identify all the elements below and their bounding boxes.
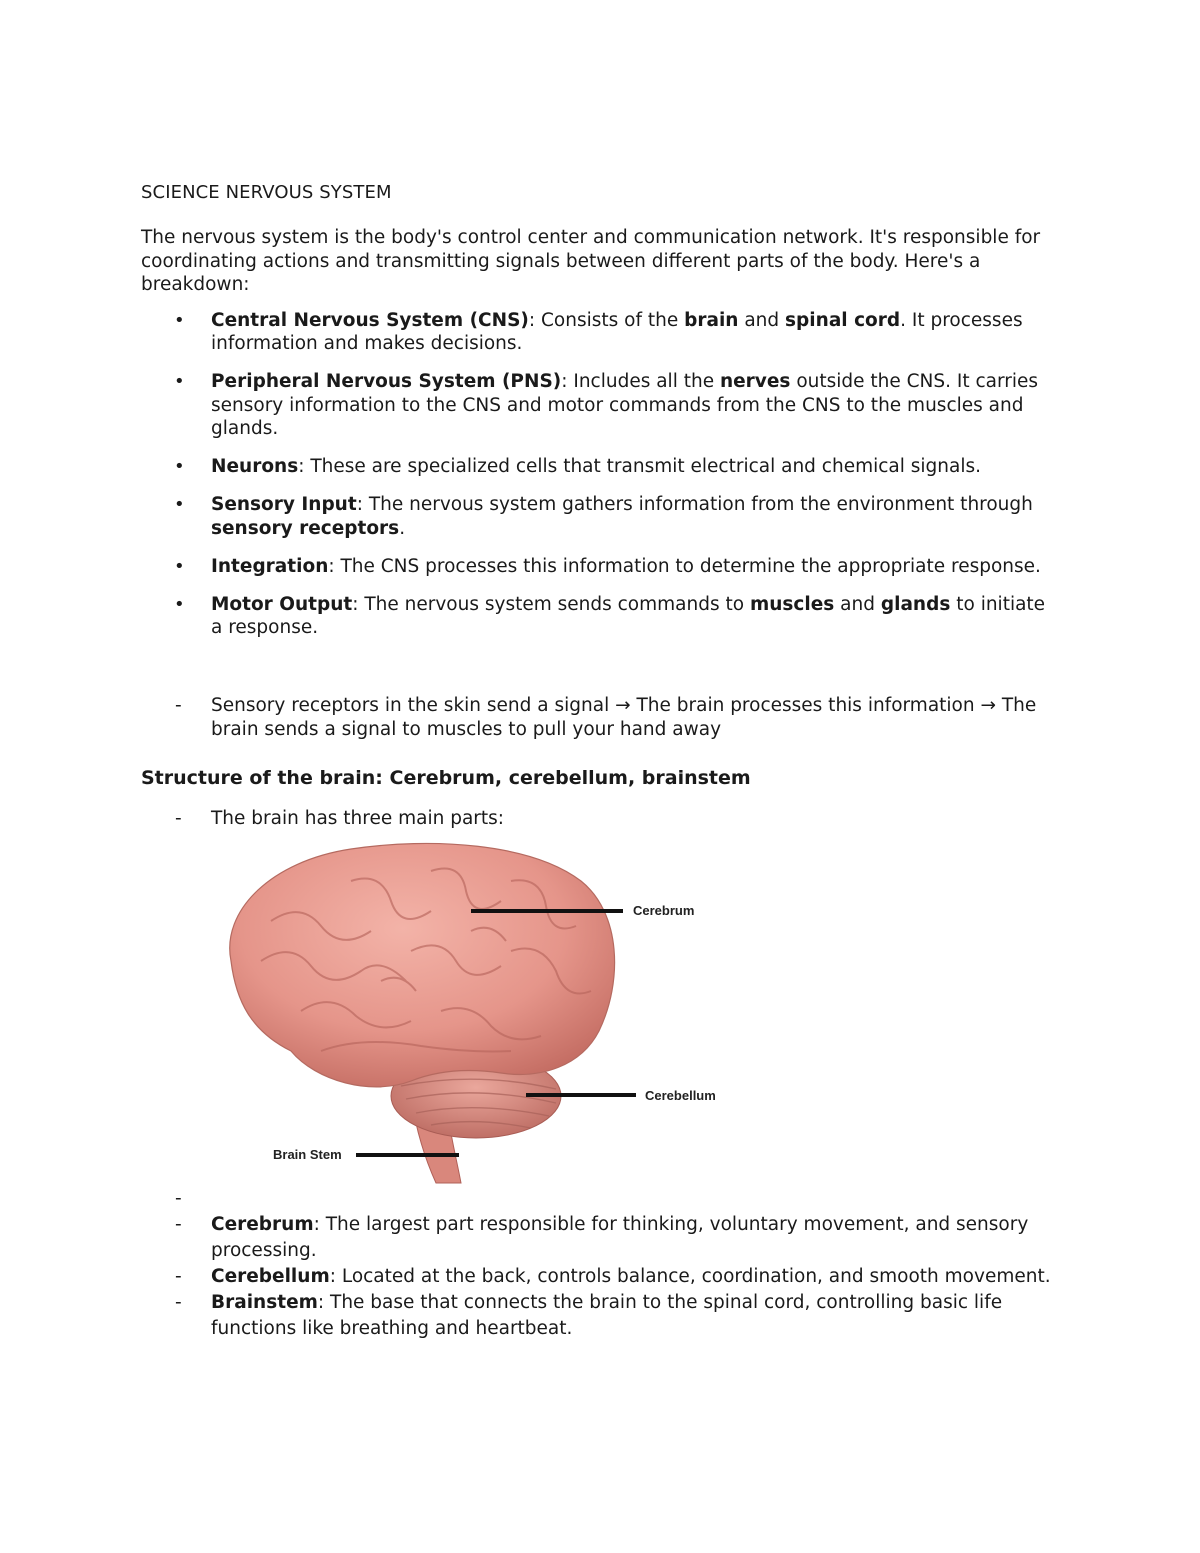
list-item [141,493,1061,540]
list-item [141,309,1061,356]
item-text: . [399,517,406,539]
bullet-icon: • [174,309,185,331]
term-brainstem: Brainstem [211,1291,318,1313]
bullet-icon: • [174,494,185,515]
cerebellum-label: Cerebellum [645,1087,716,1103]
term-cns: Central Nervous System (CNS) [211,309,529,331]
definition-text: : The largest part responsible for thinking, voluntary movement, and sensory processing. [211,1213,1029,1261]
cerebrum-shape [230,843,615,1086]
item-text: : The CNS processes this information to determine the appropriate response. [328,555,1041,577]
bullet-icon: • [174,555,185,577]
list-item [141,370,1061,441]
definition-cerebrum [141,1212,1061,1264]
term-motor-output: Motor Output [211,593,353,615]
brain-part-definitions [141,1186,1061,1342]
item-text: : The nervous system sends commands to [352,593,750,615]
list-item [141,455,1061,479]
bold-term: sensory receptors [211,517,400,539]
item-text: to initiate a response. [211,593,1046,638]
definition-brainstem [141,1290,1061,1342]
bullet-icon: • [174,371,185,392]
dash-marker: - [175,808,182,829]
item-text: : The nervous system gathers information from the environment through [356,494,1033,515]
bullet-icon: • [174,593,185,615]
bold-term: spinal cord [785,309,901,331]
dash-marker: - [175,1187,182,1209]
item-text: outside the CNS. It carries sensory information to the CNS and motor commands from the CNS to the muscles and glands. [211,371,1039,439]
brain-illustration [211,841,771,1186]
brain-diagram [211,841,771,1186]
list-item [141,593,1061,640]
item-text: and [738,309,786,331]
definition-cerebellum [141,1264,1061,1290]
bold-term: glands [880,593,951,615]
breakdown-list [141,309,1061,640]
item-text: : Includes all the [561,371,720,392]
dash-marker: - [175,1265,182,1287]
bold-term: brain [684,309,739,331]
item-text: . It processes information and makes decisions. [211,309,1023,354]
spacer [141,654,1061,694]
reflex-text: Sensory receptors in the skin send a signal → The brain processes this information → The brain sends a signal to muscles to pull your hand away [211,695,1037,740]
brain-stem-label: Brain Stem [273,1146,342,1162]
term-pns: Peripheral Nervous System (PNS) [211,371,562,392]
list-item [141,555,1061,579]
term-neurons: Neurons [211,456,299,477]
page-title: SCIENCE NERVOUS SYSTEM [141,182,392,203]
dash-marker: - [175,1213,182,1235]
item-text: : These are specialized cells that transmit electrical and chemical signals. [298,456,982,477]
intro-paragraph: The nervous system is the body's control center and communication network. It's responsible for coordinating actions and transmitting signals between different parts of the body. Here's a breakdown: [141,227,1041,295]
term-sensory-input: Sensory Input [211,494,357,515]
term-cerebrum: Cerebrum [211,1213,314,1235]
empty-dash-item [141,1186,1061,1212]
bold-term: nerves [719,371,791,392]
definition-text: : The base that connects the brain to the spinal cord, controlling basic life functions like breathing and heartbeat. [211,1291,1003,1339]
item-text: : Consists of the [528,309,685,331]
document-body [141,182,1061,1342]
item-text: and [834,593,881,615]
brain-intro-text: The brain has three main parts: [211,808,505,829]
dash-marker: - [175,1291,182,1313]
reflex-example [141,694,1061,741]
term-integration: Integration [211,555,329,577]
term-cerebellum: Cerebellum [211,1265,330,1287]
bold-term: muscles [749,593,835,615]
definition-text: : Located at the back, controls balance, coordination, and smooth movement. [329,1265,1051,1287]
cerebrum-label: Cerebrum [633,902,695,918]
dash-marker: - [175,695,182,716]
brain-structure-heading: Structure of the brain: Cerebrum, cerebellum, brainstem [141,767,751,789]
brain-intro [141,807,1061,831]
bullet-icon: • [174,456,185,477]
